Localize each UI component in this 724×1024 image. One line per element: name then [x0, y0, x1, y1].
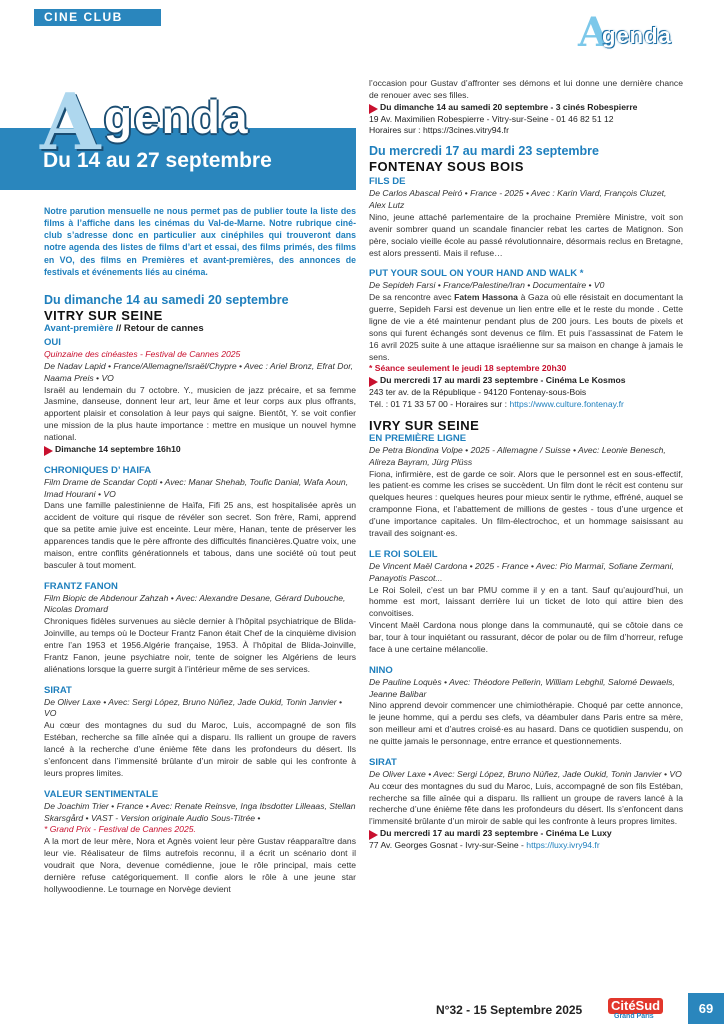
film-synopsis: De sa rencontre avec Fatem Hassona à Gaza où elle résistait en documentant la guerre, Sepideh Farsi est devenue un lien entre elle et le reste du monde . Cette ligne de vie a été maintenur pendant plus de 200 jours. Les bouts de pixels et sons qui furent échangés sont devenus ce film. Et puis l’assassinat de Fatem le 16 avril 2025 suite à une attaque israélienne sur sa maison en change à jamais le sens. [369, 292, 683, 362]
cinema-address: 19 Av. Maximilien Robespierre - Vitry-sur-Seine - 01 46 82 51 12 [369, 113, 614, 124]
film-meta: De Petra Biondina Volpe • 2025 - Allemagne / Suisse • Avec: Leonie Benesch, Alireza Bayram, Jürg Plüss [369, 444, 666, 467]
corner-logo-initial: A [578, 9, 610, 56]
left-column [44, 293, 356, 896]
film-meta: Film Biopic de Abdenour Zahzah • Avec: Alexandre Desane, Gérard Dubouche, Nicolas Dromard [44, 592, 346, 615]
place-heading: FONTENAY SOUS BOIS [369, 159, 524, 175]
film-title: LE ROI SOLEIL [369, 548, 438, 560]
page-number: 69 [688, 993, 724, 1024]
film-title: VALEUR SENTIMENTALE [44, 788, 159, 800]
hero-title-initial: A [40, 77, 101, 168]
film-meta: De Pauline Loquès • Avec: Théodore Pellerin, William Lebghil, Salomé Dewaels, Jeanne Balibar [369, 676, 675, 699]
screening-time: Du mercredi 17 au mardi 23 septembre - Cinéma Le Kosmos [369, 375, 683, 387]
right-column [369, 78, 683, 852]
film-award: * Grand Prix - Festival de Cannes 2025. [44, 824, 196, 835]
film-synopsis: Au cœur des montagnes du sud du Maroc, Luis, accompagné de son fils Estéban, recherche sa fille aînée qui a disparu. Ils rallient un groupe de ravers lancé à la recherche d’une énième fête dans les profondeurs du désert. Ils s’enfoncent dans l’immensité brûlante d’un miroir de sable qui les confronte à leurs propres limites. [44, 720, 356, 778]
retour-cannes-label: Retour de cannes [123, 323, 204, 334]
film-synopsis: Le Roi Soleil, c’est un bar PMU comme il y en a tant. Sauf qu’aujourd’hui, un homme est mort, laissant derrière lui un ticket de loto qui attire bien des convoitises. [369, 584, 683, 619]
film-synopsis: Fiona, infirmière, est de garde ce soir. Alors que le personnel est en sous-effectif, les patient·es comme les crises se succèdent. Un film dont le récit est contenu sur quelques heures : quelques heures pour mieux sentir le rythme, effréné, auquel se cramponne Fiona, et l’abattement de millions de gestes - tous d’une urgence et d’une importance capitales. Un film-électrochoc, et un hommage saisissant au travail des soignant·es. [369, 468, 683, 538]
agenda-corner-logo [578, 9, 692, 56]
film-synopsis-2: Vincent Maël Cardona nous plonge dans la communauté, qui se côtoie dans ce bar, tour à tour inquiétant ou rassurant, décor de polar ou de film d’horreur, refuge face à une certaine mélancolie. [369, 620, 683, 654]
film-meta: Film Drame de Scandar Copti • Avec: Manar Shehab, Toufic Danial, Wafa Aoun, Imad Hourani • VO [44, 476, 349, 499]
film-meta: De Oliver Laxe • Avec: Sergi López, Bruno Núñez, Jade Oukid, Tonin Janvier • VO [44, 696, 343, 719]
film-meta: De Vincent Maël Cardona • 2025 - France • Avec: Pio Marmaï, Sofiane Zermani, Panayotis Pascot... [369, 560, 674, 583]
film-synopsis: Chroniques fidèles survenues au siècle dernier à l’hôpital psychiatrique de Blida-Joinville, au temps où le Docteur Frantz Fanon était Chef de la cinquième division entre l’an 1953 et 1956.Algérie française, 1953. À l’hôpital de Blida-Joinville, Frantz Fanon, jeune psychiatre noir, tente de soigner les Algériens de leurs aliénations lorsque la guerre surgit à l’intérieur même de ses services. [44, 616, 356, 674]
film-synopsis: Au cœur des montagnes du sud du Maroc, Luis, accompagné de son fils Estéban, recherche sa fille aînée qui a disparu. Ils rallient un groupe de ravers lancé à la recherche d’une énième fête dans les profondeurs du désert. Ils s’enfoncent dans l’immensité brûlante d’un miroir de sable qui les confronte à leurs propres limites. [369, 780, 683, 827]
intro-text: Notre parution mensuelle ne nous permet pas de publier toute la liste des films à l’affiche dans les cinémas du Val-de-Marne. Notre rubrique ciné-club s’adresse donc en particulier aux cinéphiles qui trouveront dans notre agenda des listes de films d’art et essai, des films primés, des films en VO, des films en Premières et avant-premières, des annonces de festivals et événements liés au cinéma. [44, 206, 356, 277]
screening-time: Dimanche 14 septembre 16h10 [44, 444, 356, 456]
film-title: SIRAT [369, 756, 397, 768]
magazine-logo [608, 998, 660, 1022]
cinema-contact: Tél. : 01 71 33 57 00 - Horaires sur : https://www.culture.fontenay.fr [369, 399, 624, 410]
period-heading: Du dimanche 14 au samedi 20 septembre [44, 293, 289, 307]
logo-top: CitéSud [608, 998, 663, 1014]
screening-time: Du dimanche 14 au samedi 20 septembre - 3 cinés Robespierre [369, 102, 683, 114]
subheading [44, 323, 356, 335]
film-title: PUT YOUR SOUL ON YOUR HAND AND WALK * [369, 268, 584, 280]
film-title: NINO [369, 664, 393, 676]
section-tag: CINE CLUB [34, 9, 161, 26]
agenda-hero [0, 70, 356, 190]
film-synopsis: Nino, jeune attaché parlementaire de la prochaine Première Ministre, voit son avenir sombrer quand un scandale financier rebat les cartes de Matignon. Son père, socialo vieille école au passé révolutionnaire, désormais reclus en Bretagne, est alors pressenti. Mais il refuse… [369, 212, 683, 258]
film-award: Quinzaine des cinéastes - Festival de Cannes 2025 [44, 349, 241, 359]
logo-bottom: Grand Paris [614, 1013, 654, 1020]
film-meta: De Carlos Abascal Peiró • France - 2025 • Avec : Karin Viard, François Cluzet, Alex Lutz [369, 188, 667, 211]
film-meta: De Nadav Lapid • France/Allemagne/Israël/Chypre • Avec : Ariel Bronz, Efrat Dor, Naama Preis • VO [44, 360, 354, 383]
hero-dates: Du 14 au 27 septembre [43, 149, 272, 172]
screening-note: * Séance seulement le jeudi 18 septembre 20h30 [369, 363, 567, 374]
corner-logo-rest: genda [602, 23, 672, 48]
place-heading: IVRY SUR SEINE [369, 417, 480, 433]
film-synopsis: A la mort de leur mère, Nora et Agnès voient leur père Gustav réapparaître dans leur vie. Réalisateur de films autrefois reconnu, il a écrit un scénario dont il voudrait que Nora, devenue comédienne, joue le rôle principal, mais cette dernière refuse catégoriquement. Il confie alors le rôle à une jeune star hollywoodienne. Le tournage en Norvège devient [44, 836, 356, 894]
film-title: OUI [44, 337, 61, 348]
film-title: FILS DE [369, 176, 406, 188]
continued-synopsis: l’occasion pour Gustav d’affronter ses démons et lui donne une dernière chance de renouer avec ses filles. [369, 78, 683, 100]
film-title: FRANTZ FANON [44, 580, 118, 592]
place-heading: VITRY SUR SEINE [44, 308, 163, 323]
film-title: CHRONIQUES D’ HAIFA [44, 464, 152, 476]
cinema-link[interactable]: https://luxy.ivry94.fr [526, 839, 600, 850]
cinema-address: 243 ter av. de la République - 94120 Fontenay-sous-Bois [369, 387, 587, 398]
film-synopsis: Israël au lendemain du 7 octobre. Y., musicien de jazz précaire, et sa femme Jasmine, danseuse, donnent leur art, leur âme et leur corps aux plus offrants, apportent plaisir et consolation à leur pays qui saigne. Bientôt, Y. se voit confier une mission de la plus haute importance : mettre en musique un nouvel hymne national. [44, 384, 356, 443]
hero-title-rest: genda [104, 91, 250, 143]
cinema-address: 77 Av. Georges Gosnat - Ivry-sur-Seine - https://luxy.ivry94.fr [369, 839, 600, 850]
period-heading: Du mercredi 17 au mardi 23 septembre [369, 144, 599, 159]
film-meta: De Joachim Trier • France • Avec: Renate Reinsve, Inga Ibsdotter Lilleaas, Stellan Skarsgård • VAST - Version originale Audio Sous-Titrée • [44, 800, 356, 823]
film-meta: De Sepideh Farsi • France/Palestine/Iran • Documentaire • V0 [369, 280, 605, 291]
film-synopsis: Nino apprend devoir commencer une chimiothérapie. Choqué par cette annonce, le jeune homme, qui a perdu ses clefs, va déambuler dans Paris entre sa mère, son meilleur ami et d’autres croisé·es au hasard. Dans ce quotidien suspendu, on ne quitte jamais le personnage, entre errance et questionnements. [369, 700, 683, 746]
cinema-link[interactable]: https://www.culture.fontenay.fr [509, 399, 624, 410]
cinema-hours: Horaires sur : https://3cines.vitry94.fr [369, 125, 509, 136]
issue-label: N°32 - 15 Septembre 2025 [436, 1003, 583, 1017]
film-synopsis: Dans une famille palestinienne de Haïfa, Fifi 25 ans, est hospitalisée après un accident de voiture qui risque de révéler son secret. Son frère, Rami, apprend que sa petite amie juive est enceinte. Leur mère, Hanan, tente de préserver les apparences tandis que le père affronte des difficultés financières.Quatre voix, une maison, entre conflits générationnels et tabous, dans une société où tout peut basculer à tout moment. [44, 500, 356, 570]
film-title: SIRAT [44, 684, 72, 696]
separator: // [113, 323, 124, 334]
avant-premiere-label: Avant-première [44, 323, 114, 334]
film-meta: De Oliver Laxe • Avec: Sergi López, Bruno Núñez, Jade Oukid, Tonin Janvier • VO [369, 768, 682, 779]
film-title: EN PREMIÈRE LIGNE [369, 432, 467, 444]
screening-time: Du mercredi 17 au mardi 23 septembre - Cinéma Le Luxy [369, 828, 683, 840]
